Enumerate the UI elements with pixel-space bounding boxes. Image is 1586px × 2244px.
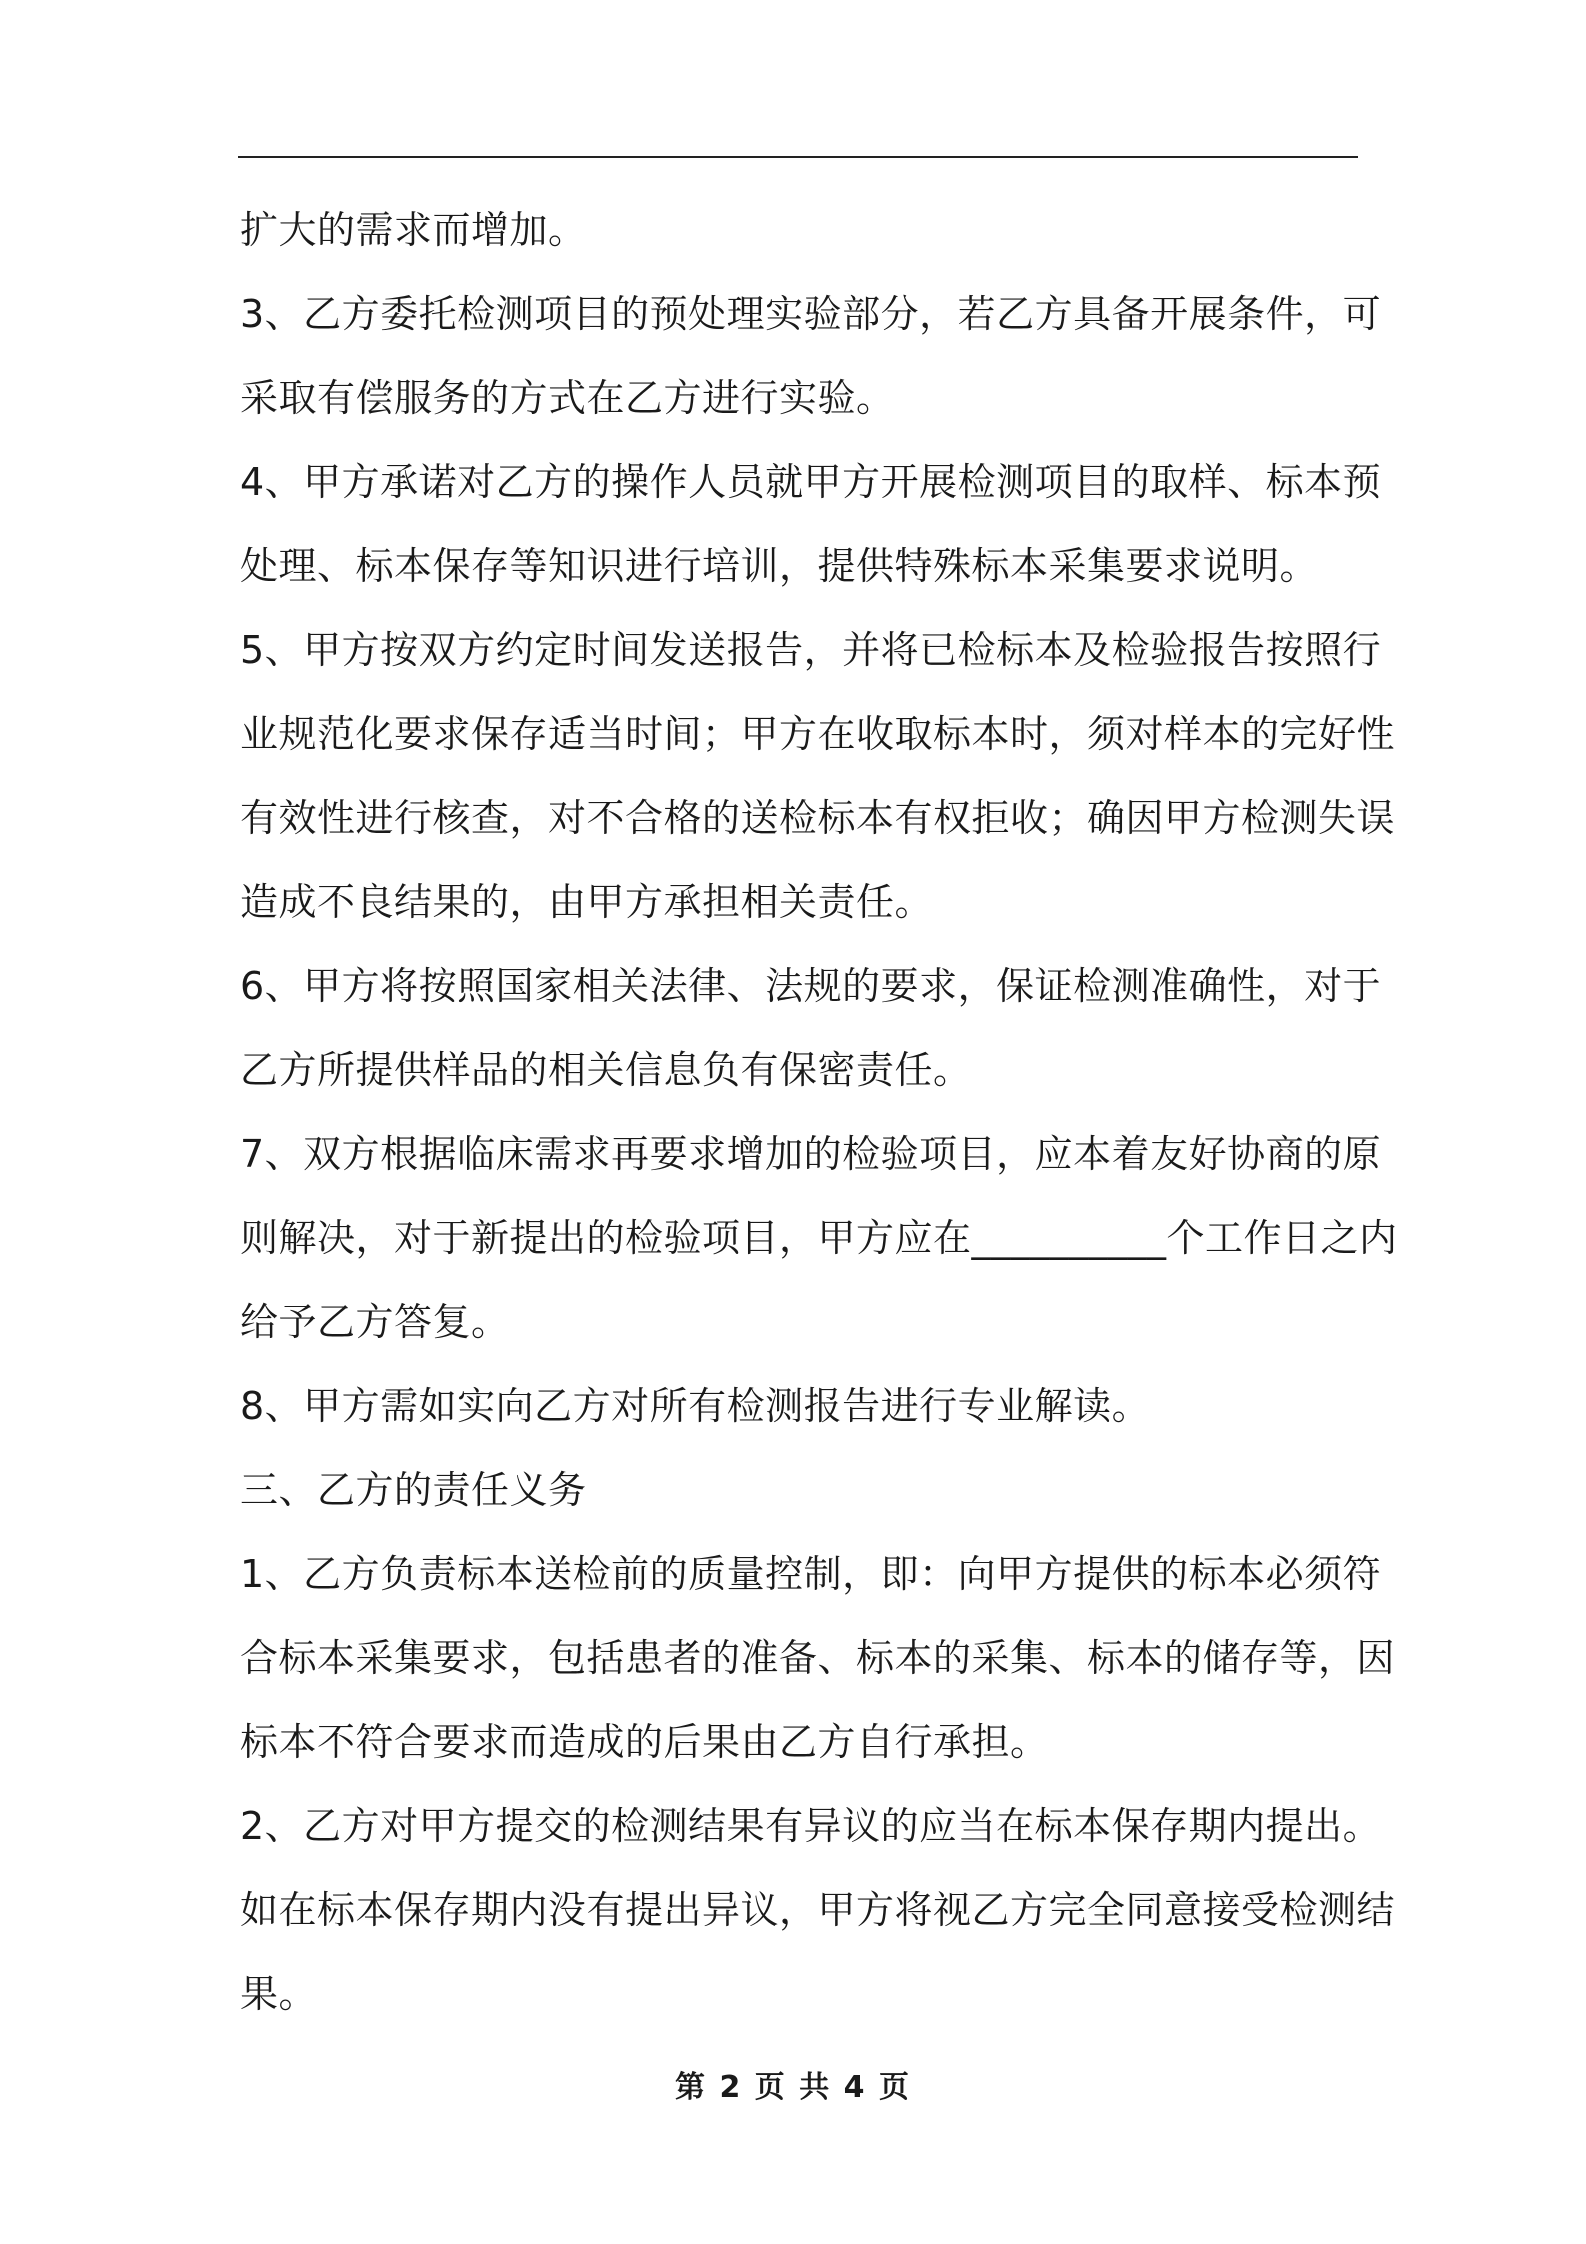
text-line: 乙方所提供样品的相关信息负有保密责任。 bbox=[240, 1048, 972, 1092]
text-line: 5、甲方按双方约定时间发送报告，并将已检标本及检验报告按照行 bbox=[240, 628, 1382, 672]
text-line: 7、双方根据临床需求再要求增加的检验项目，应本着友好协商的原 bbox=[240, 1132, 1382, 1176]
text-line: 标本不符合要求而造成的后果由乙方自行承担。 bbox=[240, 1720, 1049, 1764]
text-line: 给予乙方答复。 bbox=[240, 1300, 510, 1344]
text-line: 如在标本保存期内没有提出异议，甲方将视乙方完全同意接受检测结 bbox=[240, 1888, 1396, 1932]
text-line: 造成不良结果的，由甲方承担相关责任。 bbox=[240, 880, 934, 924]
header-rule bbox=[238, 156, 1358, 158]
text-line: 业规范化要求保存适当时间；甲方在收取标本时，须对样本的完好性 bbox=[240, 712, 1396, 756]
text-line: 2、乙方对甲方提交的检测结果有异议的应当在标本保存期内提出。 bbox=[240, 1804, 1382, 1848]
page-number: 第 2 页 共 4 页 bbox=[675, 2070, 911, 2105]
text-line: 处理、标本保存等知识进行培训，提供特殊标本采集要求说明。 bbox=[240, 544, 1319, 588]
text-line: 合标本采集要求，包括患者的准备、标本的采集、标本的储存等，因 bbox=[240, 1636, 1396, 1680]
text-line: 有效性进行核查，对不合格的送检标本有权拒收；确因甲方检测失误 bbox=[240, 796, 1396, 840]
text-line: 8、甲方需如实向乙方对所有检测报告进行专业解读。 bbox=[240, 1384, 1151, 1428]
text-line: 1、乙方负责标本送检前的质量控制，即：向甲方提供的标本必须符 bbox=[240, 1552, 1382, 1596]
document-body bbox=[240, 188, 1398, 2036]
text-line: 则解决，对于新提出的检验项目，甲方应在__________个工作日之内 bbox=[240, 1216, 1398, 1260]
text-line: 扩大的需求而增加。 bbox=[240, 208, 587, 252]
text-line: 3、乙方委托检测项目的预处理实验部分，若乙方具备开展条件，可 bbox=[240, 292, 1382, 336]
text-line: 果。 bbox=[240, 1972, 318, 2016]
section-heading: 三、乙方的责任义务 bbox=[240, 1468, 587, 1512]
text-line: 4、甲方承诺对乙方的操作人员就甲方开展检测项目的取样、标本预 bbox=[240, 460, 1382, 504]
text-line: 采取有偿服务的方式在乙方进行实验。 bbox=[240, 376, 895, 420]
text-line: 6、甲方将按照国家相关法律、法规的要求，保证检测准确性，对于 bbox=[240, 964, 1382, 1008]
